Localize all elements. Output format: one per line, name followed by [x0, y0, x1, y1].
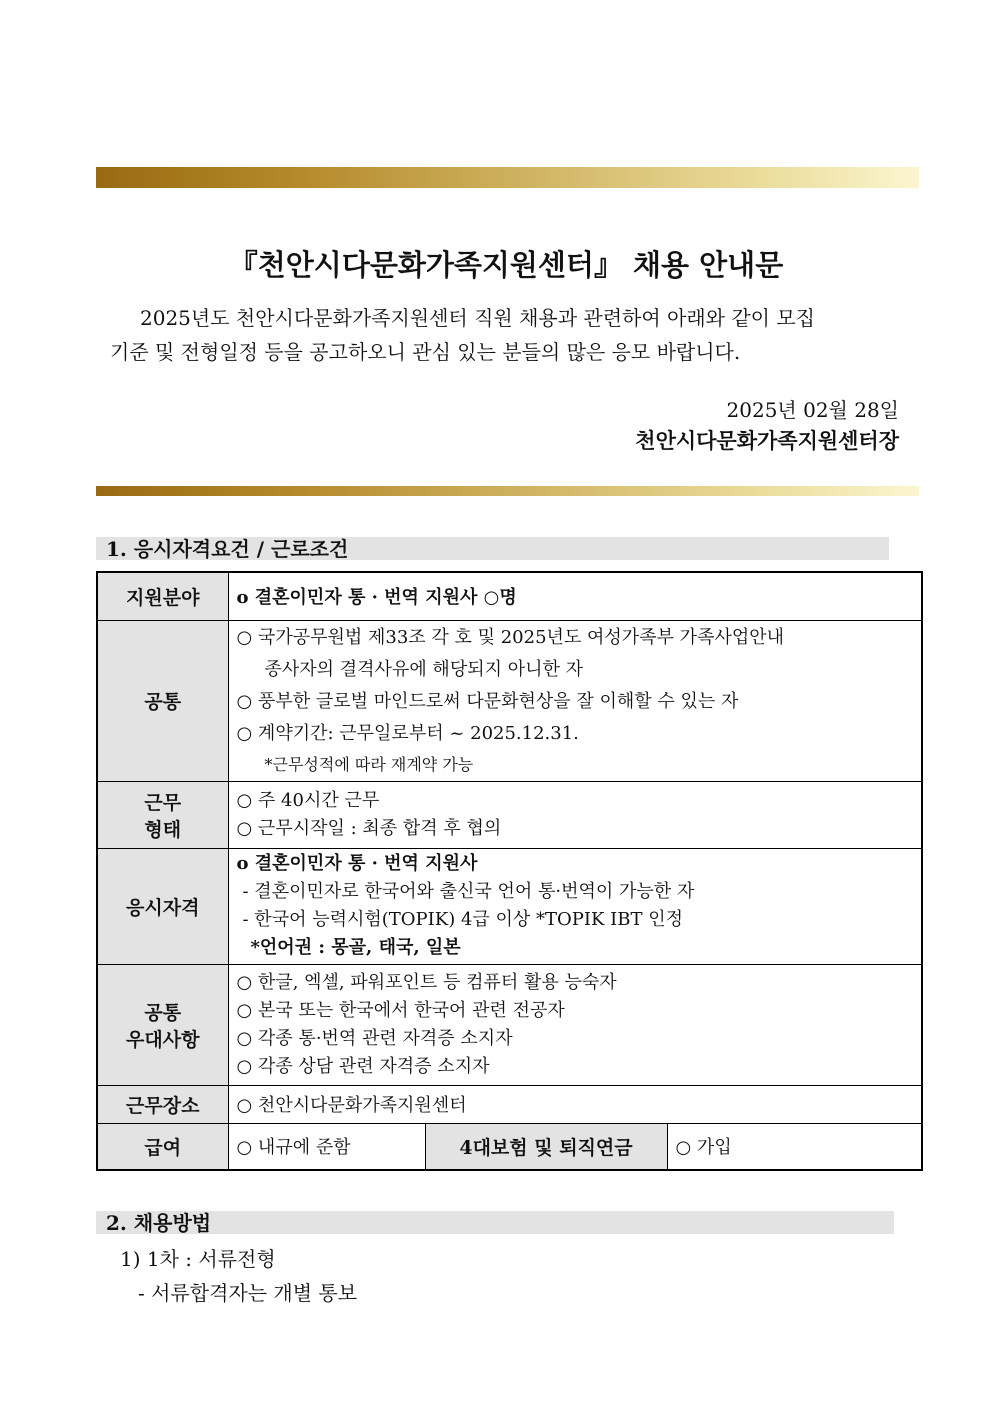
notice-signer: 천안시다문화가족지원센터장	[635, 428, 899, 453]
label-preference-1: 공통	[144, 1001, 182, 1024]
qualification-line-2: - 결혼이민자로 한국어와 출신국 언어 통·번역이 가능한 자	[242, 881, 695, 902]
value-field: o 결혼이민자 통 · 번역 지원사 ○명	[228, 572, 922, 620]
requirements-table	[96, 571, 923, 1171]
label-salary: 급여	[97, 1123, 228, 1170]
value-insurance: ○ 가입	[667, 1123, 922, 1170]
hiring-step-1-detail: - 서류합격자는 개별 통보	[138, 1281, 358, 1305]
label-preference-2: 우대사항	[126, 1028, 200, 1051]
label-location: 근무장소	[97, 1085, 228, 1123]
intro-paragraph	[110, 301, 900, 369]
label-insurance: 4대보험 및 퇴직연금	[425, 1123, 667, 1170]
common-line-4: ○ 계약기간: 근무일로부터 ~ 2025.12.31.	[236, 722, 579, 744]
work-type-line-2: ○ 근무시작일 : 최종 합격 후 협의	[236, 817, 502, 839]
decorative-gold-bar-top	[96, 167, 919, 188]
common-line-2: 종사자의 결격사유에 해당되지 아니한 자	[264, 658, 583, 680]
table-row-work-type	[97, 781, 922, 848]
section-1-heading: 1. 응시자격요건 / 근로조건	[96, 537, 889, 560]
table-row-salary	[97, 1123, 922, 1170]
intro-line-2: 기준 및 전형일정 등을 공고하오니 관심 있는 분들의 많은 응모 바랍니다.	[110, 340, 741, 364]
preference-line-1: ○ 한글, 엑셀, 파워포인트 등 컴퓨터 활용 능숙자	[236, 971, 617, 993]
table-row-qualification	[97, 848, 922, 964]
label-qualification: 응시자격	[97, 848, 228, 964]
qualification-line-3: - 한국어 능력시험(TOPIK) 4급 이상 *TOPIK IBT 인정	[242, 909, 683, 930]
work-type-line-1: ○ 주 40시간 근무	[236, 789, 380, 811]
preference-line-4: ○ 각종 상담 관련 자격증 소지자	[236, 1055, 490, 1077]
value-common	[228, 620, 922, 781]
decorative-gold-bar-middle	[96, 486, 919, 496]
intro-line-1: 2025년도 천안시다문화가족지원센터 직원 채용과 관련하여 아래와 같이 모집	[140, 306, 815, 330]
common-line-1: ○ 국가공무원법 제33조 각 호 및 2025년도 여성가족부 가족사업안내	[236, 626, 785, 648]
hiring-step-1: 1) 1차 : 서류전형	[120, 1247, 276, 1271]
value-work-type	[228, 781, 922, 848]
qualification-line-1: o 결혼이민자 통 · 번역 지원사	[236, 853, 478, 874]
preference-line-3: ○ 각종 통·번역 관련 자격증 소지자	[236, 1027, 513, 1049]
value-preference	[228, 964, 922, 1085]
label-work-type-2: 형태	[144, 818, 182, 841]
label-common: 공통	[97, 620, 228, 781]
table-row-field	[97, 572, 922, 620]
table-row-common	[97, 620, 922, 781]
common-line-3: ○ 풍부한 글로벌 마인드로써 다문화현상을 잘 이해할 수 있는 자	[236, 690, 739, 712]
qualification-line-4: *언어권 : 몽골, 태국, 일본	[250, 937, 461, 958]
label-work-type-1: 근무	[144, 791, 182, 814]
value-salary: ○ 내규에 준함	[228, 1123, 425, 1170]
section-2-heading: 2. 채용방법	[96, 1211, 894, 1234]
common-note: *근무성적에 따라 재계약 가능	[264, 754, 474, 774]
label-work-type	[97, 781, 228, 848]
label-field: 지원분야	[97, 572, 228, 620]
table-row-location	[97, 1085, 922, 1123]
preference-line-2: ○ 본국 또는 한국에서 한국어 관련 전공자	[236, 999, 565, 1021]
notice-title: 『천안시다문화가족지원센터』 채용 안내문	[228, 248, 784, 282]
value-qualification	[228, 848, 922, 964]
notice-date: 2025년 02월 28일	[726, 398, 899, 422]
label-preference	[97, 964, 228, 1085]
table-row-preference	[97, 964, 922, 1085]
value-location: ○ 천안시다문화가족지원센터	[228, 1085, 922, 1123]
